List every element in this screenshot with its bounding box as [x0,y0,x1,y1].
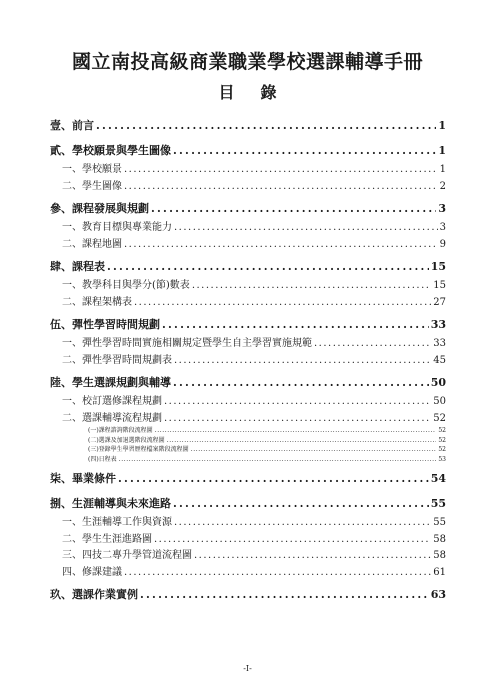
toc-entry-label: (四)日程表 [88,455,117,463]
toc-leader-dots [96,119,436,132]
toc-entry-label: 一、學校願景 [62,164,122,175]
toc-entry-level-1[interactable] [50,470,446,488]
toc-entry-level-2[interactable] [50,351,446,368]
toc-entry-page: 52 [438,446,446,453]
toc-entry-level-1[interactable] [50,316,446,334]
toc-leader-dots [174,517,431,528]
toc-entry-page: 54 [430,472,446,485]
toc-leader-dots [173,497,429,510]
toc-gap [50,367,446,370]
toc-entry-level-2[interactable] [50,392,446,409]
page-number: -I- [243,664,252,673]
toc-entry-label: 二、學生圖像 [62,180,122,192]
toc-entry-label: 參、課程發展與規劃 [50,202,149,215]
toc-entry-label: 二、學生生涯進路圖 [62,533,152,545]
toc-entry-page: 27 [433,296,446,308]
toc-entry-level-1[interactable] [50,258,446,276]
toc-leader-dots [167,437,437,444]
toc-gap [50,463,446,466]
toc-entry-page: 50 [433,396,446,407]
toc-entry-level-2[interactable] [50,276,446,293]
toc-entry-level-2[interactable] [50,546,446,563]
toc-entry-page: 2 [439,180,446,192]
toc-entry-level-2[interactable] [50,563,446,580]
toc-entry-level-1[interactable] [50,495,446,513]
toc-leader-dots [119,456,437,463]
toc-entry-level-2[interactable] [50,177,446,194]
toc-gap [50,135,446,138]
toc-gap [50,193,446,196]
toc-leader-dots [107,260,429,273]
toc-entry-label: 一、校訂選修課程規劃 [62,396,162,407]
toc-leader-dots [154,534,431,545]
document-title: 國立南投高級商業職業學校選課輔導手冊 [71,51,423,73]
toc-leader-dots [164,413,431,424]
toc-entry-label: (一)課程諮詢階段流程圖 [88,427,153,434]
toc-entry-label: 柒、畢業條件 [50,472,116,485]
toc-leader-dots [314,338,431,349]
toc-gap [50,251,446,254]
toc-entry-page: 1 [439,164,446,175]
toc-entry-page: 55 [433,517,446,528]
toc-leader-dots [124,567,431,578]
toc-entry-label: 二、課程架構表 [62,296,132,308]
toc-gap [50,309,446,312]
toc-leader-dots [118,472,429,485]
toc-entry-level-2[interactable] [50,513,446,530]
toc-entry-page: 3 [438,202,446,215]
toc-entry-level-1[interactable] [50,142,446,160]
table-of-contents [50,113,446,604]
toc-entry-page: 58 [433,550,446,561]
toc-leader-dots [124,164,438,175]
toc-entry-label: (三)登錄學生學習歷程檔案階段流程圖 [88,446,189,453]
toc-entry-level-3[interactable] [50,444,446,454]
toc-entry-level-3[interactable] [50,425,446,435]
toc-entry-label: 陸、學生選課規劃與輔導 [50,376,171,389]
toc-leader-dots [151,202,436,215]
toc-heading: 目錄 [218,83,303,102]
toc-entry-label: 一、教學科目與學分(節)數表 [62,280,190,291]
toc-entry-label: 貳、學校願景與學生圖像 [50,144,171,157]
toc-entry-level-1[interactable] [50,200,446,218]
toc-entry-page: 45 [433,354,446,366]
toc-entry-page: 15 [430,260,446,273]
toc-entry-page: 58 [433,533,446,545]
toc-leader-dots [174,355,431,366]
toc-entry-level-2[interactable] [50,235,446,252]
toc-leader-dots [134,297,431,308]
toc-entry-page: 9 [439,238,446,250]
toc-entry-level-2[interactable] [50,334,446,351]
toc-gap [50,488,446,491]
toc-entry-page: 53 [438,455,446,463]
toc-entry-level-3[interactable] [50,435,446,445]
toc-entry-page: 1 [438,119,446,132]
toc-entry-page: 52 [433,412,446,424]
toc-entry-level-2[interactable] [50,160,446,177]
toc-leader-dots [191,446,437,453]
toc-entry-label: 肆、課程表 [50,260,105,273]
toc-entry-page: 52 [438,427,446,434]
toc-entry-page: 55 [430,497,446,510]
toc-entry-page: 61 [433,566,446,578]
toc-entry-label: (二)選課及加退選階段流程圖 [88,436,165,444]
toc-leader-dots [174,222,438,233]
toc-entry-level-2[interactable] [50,293,446,310]
toc-entry-label: 一、生涯輔導工作與資源 [62,517,172,528]
toc-entry-page: 1 [438,144,446,157]
toc-entry-level-1[interactable] [50,586,446,604]
toc-entry-level-1[interactable] [50,374,446,392]
toc-entry-label: 捌、生涯輔導與未來進路 [50,497,171,510]
toc-entry-page: 33 [430,318,446,331]
toc-leader-dots [140,588,429,601]
toc-entry-page: 3 [439,222,446,233]
toc-entry-page: 52 [438,436,446,444]
toc-leader-dots [194,550,431,561]
toc-entry-label: 三、四技二專升學管道流程圖 [62,550,192,561]
toc-entry-level-2[interactable] [50,218,446,235]
toc-leader-dots [124,239,438,250]
toc-leader-dots [162,318,429,331]
toc-leader-dots [124,181,438,192]
toc-entry-label: 二、選課輔導流程規劃 [62,412,162,424]
toc-entry-label: 玖、選課作業實例 [50,588,138,601]
toc-leader-dots [155,427,437,434]
toc-entry-label: 四、修課建議 [62,566,122,578]
toc-entry-level-3[interactable] [50,454,446,464]
toc-entry-label: 一、彈性學習時間實施相關規定暨學生自主學習實施規範 [62,338,312,349]
toc-leader-dots [192,280,431,291]
toc-entry-label: 二、課程地圖 [62,238,122,250]
toc-entry-label: 二、彈性學習時間規劃表 [62,354,172,366]
toc-entry-page: 15 [433,280,446,291]
toc-entry-label: 伍、彈性學習時間規劃 [50,318,160,331]
toc-entry-label: 一、教育目標與專業能力 [62,222,172,233]
toc-entry-level-1[interactable] [50,117,446,135]
toc-entry-page: 33 [433,338,446,349]
toc-entry-level-2[interactable] [50,409,446,426]
toc-leader-dots [164,396,431,407]
toc-entry-level-2[interactable] [50,530,446,547]
toc-entry-label: 壹、前言 [50,119,94,132]
toc-leader-dots [173,376,429,389]
toc-entry-page: 63 [430,588,446,601]
toc-gap [50,579,446,582]
toc-leader-dots [173,144,436,157]
toc-entry-page: 50 [430,376,446,389]
